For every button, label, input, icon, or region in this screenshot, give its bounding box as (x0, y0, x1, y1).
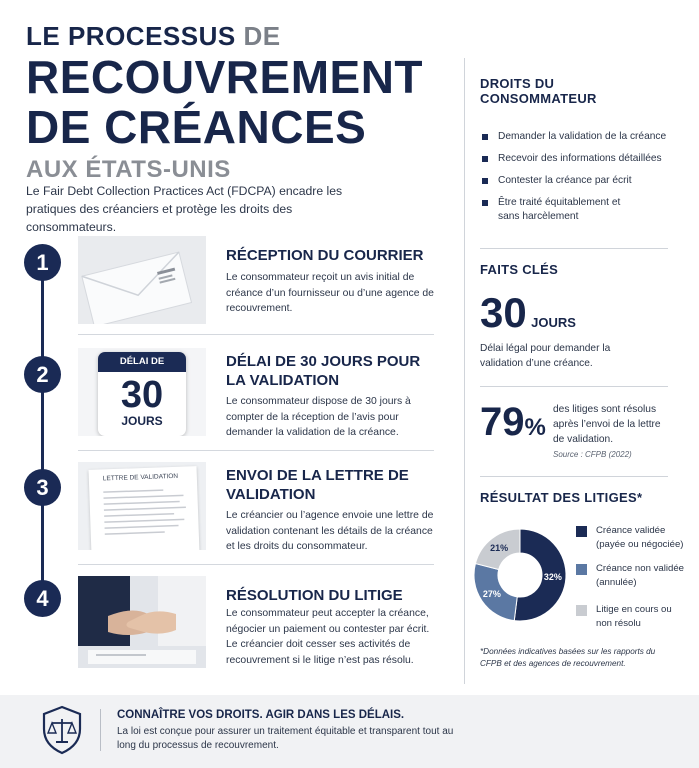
footer-divider (100, 709, 101, 751)
rights-item-text: Être traité équitablement et sans harcèlement (498, 197, 621, 222)
disputes-title: RÉSULTAT DES LITIGES* (480, 490, 643, 505)
legend-swatch (576, 605, 587, 616)
envelope-icon (78, 236, 206, 324)
letter-lines (89, 466, 200, 550)
title-line-4: AUX ÉTATS-UNIS (26, 156, 231, 183)
step-1-desc: Le consommateur reçoit un avis initial de créance d’un fournisseur ou d’une agence de recouvrement. (226, 272, 434, 314)
legend-item-1 (576, 524, 686, 552)
source-text: Source : CFPB (2022) (553, 450, 632, 459)
divider (480, 386, 668, 387)
footnote: *Données indicatives basées sur les rapports du CFPB et des agences de recouvrement. (480, 647, 656, 668)
fact-79-desc: des litiges sont résolus après l’envoi de la lettre de validation. (553, 404, 661, 445)
calendar-number: 30 (120, 374, 164, 416)
step-3-desc: Le créancier ou l’agence envoie une lettre de validation contenant les détails de la créance et les droits du consommateur. (226, 510, 434, 552)
calendar-unit: JOURS (121, 414, 163, 428)
legend-item-2 (576, 562, 686, 590)
footer-title: CONNAÎTRE VOS DROITS. AGIR DANS LES DÉLAIS. (117, 709, 405, 721)
fact-79-number (480, 400, 546, 445)
step-2-desc: Le consommateur dispose de 30 jours à compter de la réception de l’avis pour demander la validation de la créance. (226, 396, 411, 438)
step-2-title: DÉLAI DE 30 JOURS POUR LA VALIDATION (226, 353, 421, 389)
rights-item (480, 174, 670, 188)
column-separator (464, 58, 465, 684)
rights-list (480, 130, 670, 224)
step-4-desc: Le consommateur peut accepter la créance, négocier un paiement ou contester par écrit. Le créancier doit cesser ses activités de recouvrement si le litige n’est pas résolu. (226, 608, 430, 666)
rights-item (480, 152, 670, 166)
slice-label: 21% (490, 543, 509, 554)
divider (78, 564, 434, 565)
fact-30-desc: Délai légal pour demander la validation d’une créance. (480, 343, 611, 369)
facts-title: FAITS CLÉS (480, 262, 559, 277)
intro-text: Le Fair Debt Collection Practices Act (FDCPA) encadre les pratiques des créanciers et protège les droits des consommateurs. (26, 184, 343, 234)
divider (480, 248, 668, 249)
step-number-4: 4 (24, 580, 61, 617)
step-number-2: 2 (24, 356, 61, 393)
legend-label: Litige en cours ou non résolu (596, 604, 672, 629)
fact-30-unit: JOURS (531, 315, 576, 330)
header (26, 20, 446, 184)
title-part-a: LE PROCESSUS (26, 21, 236, 51)
title-line-1 (26, 20, 446, 52)
bullet-icon (482, 178, 488, 184)
legend-swatch (576, 564, 587, 575)
slice-label: 27% (482, 589, 501, 600)
timeline-line (41, 262, 44, 602)
rights-title: DROITS DU CONSOMMATEUR (480, 76, 597, 106)
pct-number: 79 (480, 400, 525, 444)
calendar-card (98, 352, 186, 436)
title-line-2: RECOUVREMENT (26, 51, 424, 103)
bullet-icon (482, 156, 488, 162)
title-part-b: DE (243, 21, 281, 51)
shield-scales-icon (40, 705, 84, 755)
calendar-icon (78, 348, 206, 436)
slice-label: 32% (543, 572, 562, 583)
letter-paper (89, 466, 200, 550)
rights-item-text: Contester la créance par écrit (498, 175, 632, 186)
step-number-3: 3 (24, 469, 61, 506)
fact-30-row (480, 291, 670, 335)
pct-sign: % (524, 414, 546, 441)
disputes-donut-chart (470, 520, 570, 630)
handshake-icon (78, 576, 206, 668)
facts-section (480, 262, 670, 371)
rights-item-text: Recevoir des informations détaillées (498, 153, 662, 164)
legend-item-3 (576, 603, 686, 631)
bullet-icon (482, 134, 488, 140)
step-number-1: 1 (24, 244, 61, 281)
footer-text: La loi est conçue pour assurer un traitement équitable et transparent tout au long du processus de recouvrement. (117, 726, 454, 751)
fact-30-number: 30 (480, 289, 527, 336)
step-1-title: RÉCEPTION DU COURRIER (226, 247, 424, 264)
legend-label: Créance non validée (annulée) (596, 563, 685, 588)
bullet-icon (482, 200, 488, 206)
rights-item (480, 196, 630, 224)
divider (78, 334, 434, 335)
letter-icon (78, 462, 206, 550)
letter-heading: LETTRE DE VALIDATION (102, 472, 179, 483)
rights-item-text: Demander la validation de la créance (498, 131, 667, 142)
step-3-title: ENVOI DE LA LETTRE DE VALIDATION (226, 467, 409, 503)
divider (480, 476, 668, 477)
legend-label: Créance validée (payée ou négociée) (596, 525, 684, 550)
legend-swatch (576, 526, 587, 537)
divider (78, 450, 434, 451)
step-4-title: RÉSOLUTION DU LITIGE (226, 587, 403, 604)
rights-section (480, 76, 670, 232)
title-line-3: DE CRÉANCES (26, 101, 367, 153)
calendar-top: DÉLAI DE (98, 352, 186, 372)
rights-item (480, 130, 670, 144)
footer (0, 695, 699, 768)
